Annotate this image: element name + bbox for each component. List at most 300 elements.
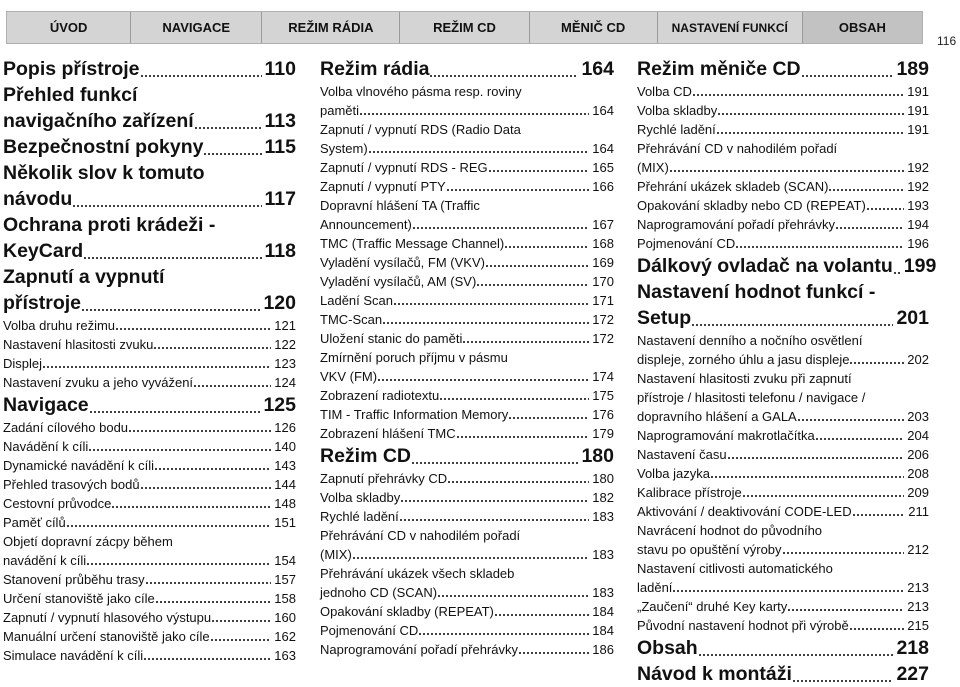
toc-entry[interactable]	[320, 56, 614, 82]
toc-entry-title: Nastavení citlivosti automatického	[637, 561, 833, 576]
toc-entry-title: Vyladění vysílačů, AM (SV)	[320, 274, 477, 289]
toc-entry-title: Aktivování / deaktivování CODE-LED	[637, 504, 852, 519]
dot-leader	[727, 445, 905, 464]
toc-page-number: 167	[592, 217, 614, 232]
toc-entry[interactable]	[320, 310, 614, 329]
toc-page-number: 157	[274, 572, 296, 587]
toc-entry-title: Popis přístroje	[3, 58, 140, 80]
toc-entry-title: Naprogramování pořadí přehrávky	[637, 217, 835, 232]
toc-page-number: 115	[264, 136, 296, 158]
toc-entry[interactable]	[637, 279, 929, 331]
toc-entry-title: Paměť cílů	[3, 515, 66, 530]
dot-leader	[494, 602, 589, 621]
toc-entry-title: Několik slov k tomuto	[3, 162, 205, 184]
dot-leader	[691, 305, 893, 331]
toc-page-number: 199	[903, 255, 937, 277]
toc-page-number: 175	[592, 388, 614, 403]
toc-entry-title: Přehrávání CD v nahodilém pořadí	[637, 141, 838, 156]
toc-column-2	[320, 56, 614, 659]
dot-leader	[155, 589, 272, 608]
toc-page-number: 194	[907, 217, 929, 232]
dot-leader	[476, 272, 589, 291]
dot-leader	[782, 540, 905, 559]
toc-entry-title: Opakování skladby (REPEAT)	[320, 604, 494, 619]
toc-page-number: 140	[274, 439, 296, 454]
dot-leader	[447, 469, 589, 488]
toc-entry[interactable]	[3, 134, 296, 160]
toc-entry-title: Kalibrace přístroje	[637, 485, 742, 500]
toc-page-number: 201	[896, 307, 929, 329]
toc-page-number: 118	[264, 240, 296, 262]
toc-page-number: 126	[274, 420, 296, 435]
dot-leader	[710, 464, 904, 483]
toc-entry-title: Navigace	[3, 394, 89, 416]
toc-page-number: 213	[907, 580, 929, 595]
dot-leader	[716, 120, 905, 139]
toc-page-number: 117	[264, 188, 296, 210]
toc-entry[interactable]	[637, 369, 929, 426]
dot-leader	[83, 238, 261, 264]
toc-entry-title: Dálkový ovladač na volantu	[637, 255, 893, 277]
toc-page-number: 165	[592, 160, 614, 175]
toc-entry-title: Rychlé ladění	[320, 509, 399, 524]
toc-entry[interactable]	[637, 661, 929, 687]
toc-entry-title: Zapnutí / vypnutí RDS - REG	[320, 160, 488, 175]
toc-entry-title: Zapnutí přehrávky CD	[320, 471, 448, 486]
dot-leader	[504, 234, 589, 253]
toc-page-number: 166	[592, 179, 614, 194]
toc-entry[interactable]	[637, 139, 929, 177]
dot-leader	[210, 627, 272, 646]
toc-entry-title: Rychlé ladění	[637, 122, 716, 137]
toc-page-number: 182	[592, 490, 614, 505]
dot-leader	[488, 158, 590, 177]
toc-page-number: 125	[263, 394, 296, 416]
toc-entry[interactable]	[3, 316, 296, 335]
toc-entry[interactable]	[637, 521, 929, 559]
toc-entry-title: Přehrání ukázek skladeb (SCAN)	[637, 179, 829, 194]
dot-leader	[352, 545, 590, 564]
toc-page-number: 160	[274, 610, 296, 625]
toc-page-number: 184	[592, 604, 614, 619]
toc-page-number: 122	[274, 337, 296, 352]
toc-entry-title: Stanovení průběhu trasy	[3, 572, 145, 587]
toc-entry-title: jednoho CD (SCAN)	[320, 585, 438, 600]
toc-entry-title: Nastavení hodnot funkcí -	[637, 281, 876, 303]
tab-rezim-cd[interactable]: REŽIM CD	[400, 12, 529, 43]
dot-leader	[412, 215, 590, 234]
toc-entry[interactable]	[637, 234, 929, 253]
toc-page-number: 215	[907, 618, 929, 633]
tab-uvod[interactable]: ÚVOD	[7, 12, 131, 43]
toc-entry-title: TMC (Traffic Message Channel)	[320, 236, 505, 251]
toc-page-number: 172	[592, 312, 614, 327]
toc-entry[interactable]	[3, 392, 296, 418]
toc-page-number: 164	[581, 58, 614, 80]
toc-entry[interactable]	[320, 196, 614, 234]
toc-entry[interactable]	[637, 502, 929, 521]
dot-leader	[692, 82, 904, 101]
toc-entry[interactable]	[637, 616, 929, 635]
toc-entry-title: Volba skladby	[637, 103, 718, 118]
toc-entry-title: Dynamické navádění k cíli	[3, 458, 155, 473]
toc-entry[interactable]	[637, 445, 929, 464]
page-number: 116	[937, 34, 957, 48]
toc-entry-title: návodu	[3, 188, 73, 210]
toc-entry-title: Dopravní hlášení TA (Traffic	[320, 198, 480, 213]
toc-entry-title: Přehled funkcí	[3, 84, 138, 106]
toc-entry-title: Zobrazení radiotextu	[320, 388, 440, 403]
toc-entry-title: Režim měniče CD	[637, 58, 801, 80]
dot-leader	[787, 597, 904, 616]
toc-entry-title: Uložení stanic do paměti	[320, 331, 463, 346]
toc-entry[interactable]	[320, 564, 614, 602]
dot-leader	[115, 316, 271, 335]
toc-page-number: 163	[274, 648, 296, 663]
tab-rezim-radia[interactable]: REŽIM RÁDIA	[262, 12, 400, 43]
toc-page-number: 168	[592, 236, 614, 251]
toc-page-number: 203	[907, 409, 929, 424]
toc-entry-title: Pojmenování CD	[637, 236, 736, 251]
dot-leader	[852, 502, 906, 521]
dot-leader	[456, 424, 590, 443]
dot-leader	[140, 56, 262, 82]
toc-entry-title: přístroje / hlasitosti telefonu / navigace /	[637, 390, 866, 405]
toc-entry-title: Zapnutí / vypnutí RDS (Radio Data	[320, 122, 521, 137]
dot-leader	[88, 437, 271, 456]
dot-leader	[669, 158, 905, 177]
dot-leader	[866, 196, 904, 215]
toc-entry-title: Původní nastavení hodnot při výrobě	[637, 618, 849, 633]
toc-entry-title: Přehled trasových bodů	[3, 477, 140, 492]
dot-leader	[153, 335, 271, 354]
toc-entry[interactable]	[320, 424, 614, 443]
toc-page-number: 180	[592, 471, 614, 486]
dot-leader	[742, 483, 905, 502]
dot-leader	[211, 608, 271, 627]
toc-entry-title: Návod k montáži	[637, 663, 792, 685]
toc-entry[interactable]	[3, 646, 296, 665]
toc-entry[interactable]	[320, 488, 614, 507]
toc-page-number: 143	[274, 458, 296, 473]
dot-leader	[193, 373, 271, 392]
toc-entry[interactable]	[637, 120, 929, 139]
toc-entry-title: Manuální určení stanoviště jako cíle	[3, 629, 210, 644]
dot-leader	[194, 108, 262, 134]
toc-page-number: 164	[592, 141, 614, 156]
toc-page-number: 191	[907, 84, 929, 99]
toc-page-number: 209	[907, 485, 929, 500]
toc-entry[interactable]	[3, 354, 296, 373]
toc-entry-title: (MIX)	[637, 160, 669, 175]
toc-entry[interactable]	[3, 335, 296, 354]
toc-entry-title: paměti	[320, 103, 360, 118]
dot-leader	[145, 570, 272, 589]
toc-entry[interactable]	[637, 597, 929, 616]
toc-page-number: 179	[592, 426, 614, 441]
toc-page-number: 211	[908, 504, 929, 519]
toc-entry[interactable]	[637, 82, 929, 101]
toc-entry-title: Zapnutí / vypnutí PTY	[320, 179, 446, 194]
toc-page-number: 113	[264, 110, 296, 132]
tab-nastaveni-funkci[interactable]: NASTAVENÍ FUNKCÍ	[658, 12, 803, 43]
toc-page-number: 169	[592, 255, 614, 270]
toc-page-number: 206	[907, 447, 929, 462]
toc-entry-title: Vyladění vysílačů, FM (VKV)	[320, 255, 485, 270]
toc-page-number: 183	[592, 509, 614, 524]
toc-entry[interactable]	[320, 272, 614, 291]
toc-entry[interactable]	[3, 513, 296, 532]
toc-entry[interactable]	[320, 348, 614, 386]
toc-entry[interactable]	[3, 212, 296, 264]
toc-entry[interactable]	[637, 635, 929, 661]
toc-entry[interactable]	[637, 426, 929, 445]
dot-leader	[797, 407, 905, 426]
toc-page-number: 202	[907, 352, 929, 367]
dot-leader	[462, 329, 589, 348]
toc-page-number: 148	[274, 496, 296, 511]
toc-page-number: 154	[274, 553, 296, 568]
toc-page-number: 189	[896, 58, 929, 80]
toc-page-number: 183	[592, 547, 614, 562]
toc-page-number: 184	[592, 623, 614, 638]
toc-page-number: 144	[274, 477, 296, 492]
toc-entry-title: ladění	[637, 580, 673, 595]
toc-entry[interactable]	[320, 177, 614, 196]
toc-entry[interactable]	[637, 101, 929, 120]
toc-entry[interactable]	[637, 331, 929, 369]
section-tab-bar	[6, 11, 923, 44]
toc-entry[interactable]	[320, 120, 614, 158]
toc-entry[interactable]	[320, 386, 614, 405]
dot-leader	[359, 101, 589, 120]
toc-page-number: 213	[907, 599, 929, 614]
toc-entry[interactable]	[3, 437, 296, 456]
dot-leader	[42, 354, 271, 373]
toc-entry[interactable]	[320, 621, 614, 640]
toc-entry-title: Zapnutí a vypnutí	[3, 266, 165, 288]
dot-leader	[508, 405, 589, 424]
toc-entry-title: Objetí dopravní zácpy během	[3, 534, 173, 549]
toc-entry[interactable]	[3, 627, 296, 646]
toc-entry-title: Ochrana proti krádeži -	[3, 214, 216, 236]
toc-entry[interactable]	[320, 253, 614, 272]
toc-entry[interactable]	[320, 291, 614, 310]
toc-entry-title: Přehrávání CD v nahodilém pořadí	[320, 528, 521, 543]
toc-entry-title: Ladění Scan	[320, 293, 394, 308]
toc-page-number: 120	[263, 292, 296, 314]
toc-entry-title: Simulace navádění k cíli	[3, 648, 144, 663]
dot-leader	[792, 661, 894, 687]
toc-page-number: 162	[274, 629, 296, 644]
dot-leader	[393, 291, 589, 310]
dot-leader	[698, 635, 894, 661]
toc-entry[interactable]	[3, 570, 296, 589]
toc-entry-title: Opakování skladby nebo CD (REPEAT)	[637, 198, 866, 213]
toc-entry-title: navigačního zařízení	[3, 110, 194, 132]
dot-leader	[849, 616, 905, 635]
toc-entry-title: TMC-Scan	[320, 312, 383, 327]
dot-leader	[400, 488, 589, 507]
dot-leader	[72, 186, 261, 212]
dot-leader	[382, 310, 589, 329]
toc-page-number: 208	[907, 466, 929, 481]
toc-page-number: 192	[907, 179, 929, 194]
toc-entry[interactable]	[3, 608, 296, 627]
toc-entry-title: dopravního hlášení a GALA	[637, 409, 797, 424]
toc-page-number: 170	[592, 274, 614, 289]
toc-page-number: 174	[592, 369, 614, 384]
toc-column-1	[3, 56, 296, 665]
toc-entry-title: Zobrazení hlášení TMC	[320, 426, 456, 441]
toc-entry-title: Volba jazyka	[637, 466, 710, 481]
toc-page-number: 110	[264, 58, 296, 80]
toc-entry[interactable]	[3, 475, 296, 494]
toc-entry-title: Nastavení denního a nočního osvětlení	[637, 333, 863, 348]
toc-entry-title: Přehrávání ukázek všech skladeb	[320, 566, 515, 581]
toc-entry-title: Volba vlnového pásma resp. roviny	[320, 84, 522, 99]
toc-entry-title: přístroje	[3, 292, 82, 314]
toc-page-number: 121	[274, 318, 296, 333]
toc-page-number: 180	[581, 445, 614, 467]
toc-entry-title: Nastavení zvuku a jeho vyvážení	[3, 375, 194, 390]
toc-entry[interactable]	[637, 483, 929, 502]
toc-page-number: 227	[896, 663, 929, 685]
tab-obsah[interactable]: OBSAH	[803, 12, 922, 43]
toc-page-number: 191	[907, 103, 929, 118]
toc-page-number: 204	[907, 428, 929, 443]
toc-entry[interactable]	[637, 56, 929, 82]
toc-entry[interactable]	[320, 602, 614, 621]
toc-entry-title: Bezpečnostní pokyny	[3, 136, 204, 158]
dot-leader	[801, 56, 894, 82]
toc-page-number: 218	[896, 637, 929, 659]
dot-leader	[849, 350, 904, 369]
dot-leader	[518, 640, 589, 659]
toc-entry-title: Nastavení hlasitosti zvuku	[3, 337, 154, 352]
toc-entry-title: displeje, zorného úhlu a jasu displeje	[637, 352, 850, 367]
toc-column-3	[637, 56, 937, 687]
tab-menic-cd[interactable]: MĚNIČ CD	[530, 12, 658, 43]
toc-page-number: 171	[592, 293, 614, 308]
toc-entry[interactable]	[320, 507, 614, 526]
toc-entry-title: (MIX)	[320, 547, 352, 562]
toc-entry-title: Obsah	[637, 637, 698, 659]
toc-entry-title: Volba skladby	[320, 490, 401, 505]
toc-entry[interactable]	[320, 329, 614, 348]
toc-page-number: 164	[592, 103, 614, 118]
toc-entry-title: Naprogramování pořadí přehrávky	[320, 642, 518, 657]
toc-page-number: 183	[592, 585, 614, 600]
toc-entry-title: KeyCard	[3, 240, 84, 262]
dot-leader	[377, 367, 589, 386]
toc-entry[interactable]	[637, 559, 929, 597]
toc-entry-title: Navrácení hodnot do původního	[637, 523, 823, 538]
dot-leader	[399, 507, 590, 526]
toc-entry[interactable]	[3, 160, 296, 212]
toc-entry-title: Setup	[637, 307, 692, 329]
dot-leader	[835, 215, 904, 234]
toc-entry-title: stavu po opuštění výroby	[637, 542, 782, 557]
toc-entry[interactable]	[320, 82, 614, 120]
dot-leader	[437, 583, 589, 602]
toc-entry[interactable]	[3, 373, 296, 392]
toc-entry[interactable]	[320, 158, 614, 177]
toc-entry-title: VKV (FM)	[320, 369, 378, 384]
toc-entry-title: Režim CD	[320, 445, 412, 467]
toc-entry-title: System)	[320, 141, 368, 156]
toc-entry[interactable]	[3, 264, 296, 316]
toc-entry-title: Volba CD	[637, 84, 692, 99]
toc-entry-title: Zadání cílového bodu	[3, 420, 129, 435]
toc-entry[interactable]	[320, 469, 614, 488]
toc-page-number: 172	[592, 331, 614, 346]
toc-entry[interactable]	[3, 456, 296, 475]
toc-page-number: 123	[274, 356, 296, 371]
dot-leader	[828, 177, 904, 196]
toc-entry-title: Zmírnění poruch příjmu v pásmu	[320, 350, 508, 365]
toc-page-number: 158	[274, 591, 296, 606]
toc-page-number: 186	[592, 642, 614, 657]
dot-leader	[418, 621, 589, 640]
toc-entry[interactable]	[3, 589, 296, 608]
dot-leader	[735, 234, 904, 253]
toc-entry-title: Navádění k cíli	[3, 439, 89, 454]
toc-entry[interactable]	[637, 177, 929, 196]
toc-entry-title: Pojmenování CD	[320, 623, 419, 638]
toc-entry[interactable]	[637, 196, 929, 215]
toc-entry[interactable]	[3, 56, 296, 82]
toc-entry[interactable]	[637, 215, 929, 234]
toc-entry-title: Naprogramování makrotlačítka	[637, 428, 815, 443]
dot-leader	[128, 418, 271, 437]
toc-entry-title: Režim rádia	[320, 58, 430, 80]
toc-entry[interactable]	[3, 418, 296, 437]
dot-leader	[203, 134, 261, 160]
toc-page-number: 176	[592, 407, 614, 422]
toc-entry[interactable]	[3, 532, 296, 570]
tab-navigace[interactable]: NAVIGACE	[131, 12, 262, 43]
toc-entry-title: Určení stanoviště jako cíle	[3, 591, 155, 606]
toc-entry[interactable]	[320, 234, 614, 253]
toc-entry[interactable]	[320, 640, 614, 659]
dot-leader	[485, 253, 589, 272]
toc-page-number: 124	[274, 375, 296, 390]
toc-entry[interactable]	[320, 443, 614, 469]
dot-leader	[429, 56, 578, 82]
toc-entry[interactable]	[637, 253, 937, 279]
toc-entry[interactable]	[3, 494, 296, 513]
toc-entry-title: navádění k cíli	[3, 553, 87, 568]
dot-leader	[81, 290, 260, 316]
dot-leader	[368, 139, 590, 158]
dot-leader	[140, 475, 272, 494]
toc-entry[interactable]	[3, 82, 296, 134]
dot-leader	[717, 101, 904, 120]
toc-entry[interactable]	[320, 526, 614, 564]
dot-leader	[439, 386, 589, 405]
dot-leader	[815, 426, 905, 445]
toc-entry[interactable]	[320, 405, 614, 424]
toc-entry-title: „Zaučení“ druhé Key karty	[637, 599, 788, 614]
toc-entry-title: TIM - Traffic Information Memory	[320, 407, 509, 422]
toc-entry-title: Announcement)	[320, 217, 412, 232]
dot-leader	[111, 494, 271, 513]
dot-leader	[893, 253, 901, 279]
dot-leader	[411, 443, 578, 469]
dot-leader	[66, 513, 272, 532]
toc-entry[interactable]	[637, 464, 929, 483]
